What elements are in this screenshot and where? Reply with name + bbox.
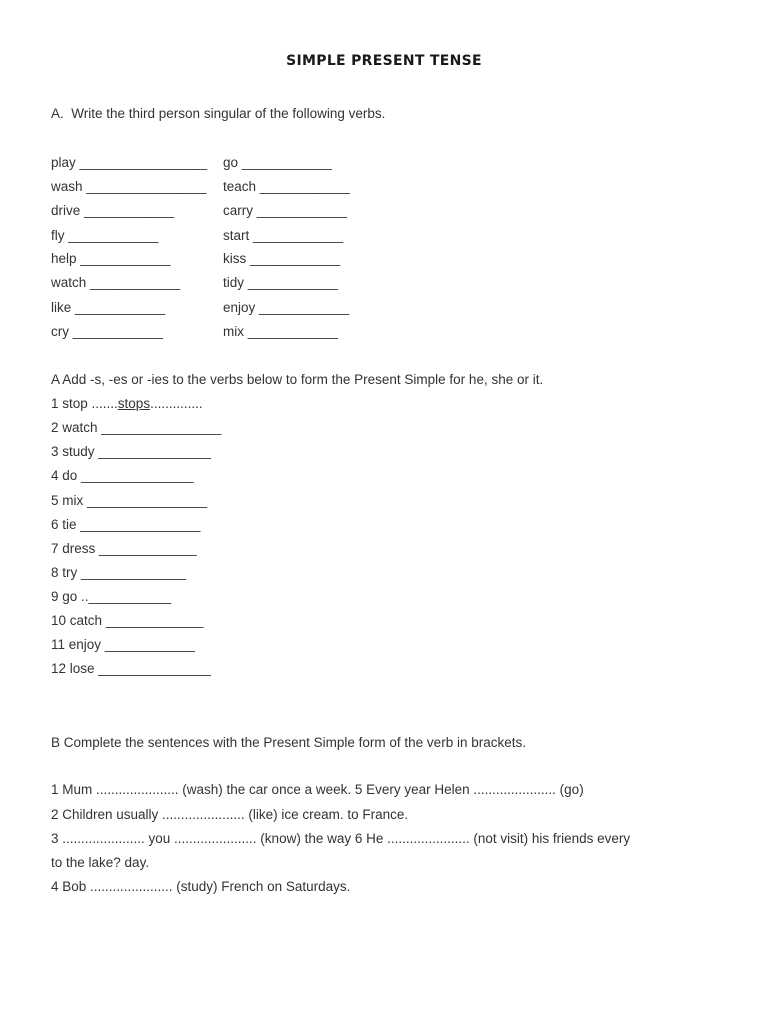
verb-item: fly ____________ (51, 228, 159, 243)
sentence-line: 1 Mum ...................... (wash) the car once a week. 5 Every year Helen ...................... (go) (51, 782, 584, 797)
exercise-item: 6 tie ________________ (51, 517, 201, 532)
section-a1-instruction: A. Write the third person singular of the following verbs. (51, 106, 386, 121)
verb-item: help ____________ (51, 251, 171, 266)
verb-item: tidy ____________ (223, 275, 338, 290)
exercise-item: 9 go ..___________ (51, 589, 172, 604)
verb-item: enjoy ____________ (223, 300, 350, 315)
exercise-item: 10 catch _____________ (51, 613, 204, 628)
verb-item: drive ____________ (51, 203, 175, 218)
verb-item: teach ____________ (223, 179, 350, 194)
exercise-item: 11 enjoy ____________ (51, 637, 195, 652)
exercise-item: 2 watch ________________ (51, 420, 222, 435)
exercise-item: 7 dress _____________ (51, 541, 197, 556)
sentence-line: 3 ...................... you ...................... (know) the way 6 He ...................... (not visit) his friends every (51, 831, 631, 846)
example-prefix: 1 stop ....... (51, 396, 118, 411)
exercise-item: 3 study _______________ (51, 444, 211, 459)
example-answer: stops (117, 396, 151, 411)
example-suffix: .............. (150, 396, 203, 411)
verb-item: go ____________ (223, 155, 332, 170)
exercise-item: 8 try ______________ (51, 565, 187, 580)
example-item (51, 395, 203, 413)
verb-item: cry ____________ (51, 324, 163, 339)
section-a2-instruction: A Add -s, -es or -ies to the verbs below to form the Present Simple for he, she or it. (51, 372, 544, 387)
exercise-item: 5 mix ________________ (51, 493, 208, 508)
exercise-item: 12 lose _______________ (51, 661, 211, 676)
sentence-line: 4 Bob ...................... (study) French on Saturdays. (51, 879, 351, 894)
verb-item: like ____________ (51, 300, 166, 315)
page-title: SIMPLE PRESENT TENSE (286, 53, 482, 69)
sentence-line: 2 Children usually ...................... (like) ice cream. to France. (51, 807, 409, 822)
verb-item: start ____________ (223, 228, 344, 243)
verb-item: carry ____________ (223, 203, 347, 218)
verb-item: mix ____________ (223, 324, 338, 339)
verb-item: watch ____________ (51, 275, 181, 290)
verb-item: wash ________________ (51, 179, 207, 194)
verb-item: kiss ____________ (223, 251, 341, 266)
sentence-line: to the lake? day. (51, 855, 150, 870)
exercise-item: 4 do _______________ (51, 468, 194, 483)
verb-item: play _________________ (51, 155, 208, 170)
section-b-instruction: B Complete the sentences with the Present Simple form of the verb in brackets. (51, 735, 526, 750)
